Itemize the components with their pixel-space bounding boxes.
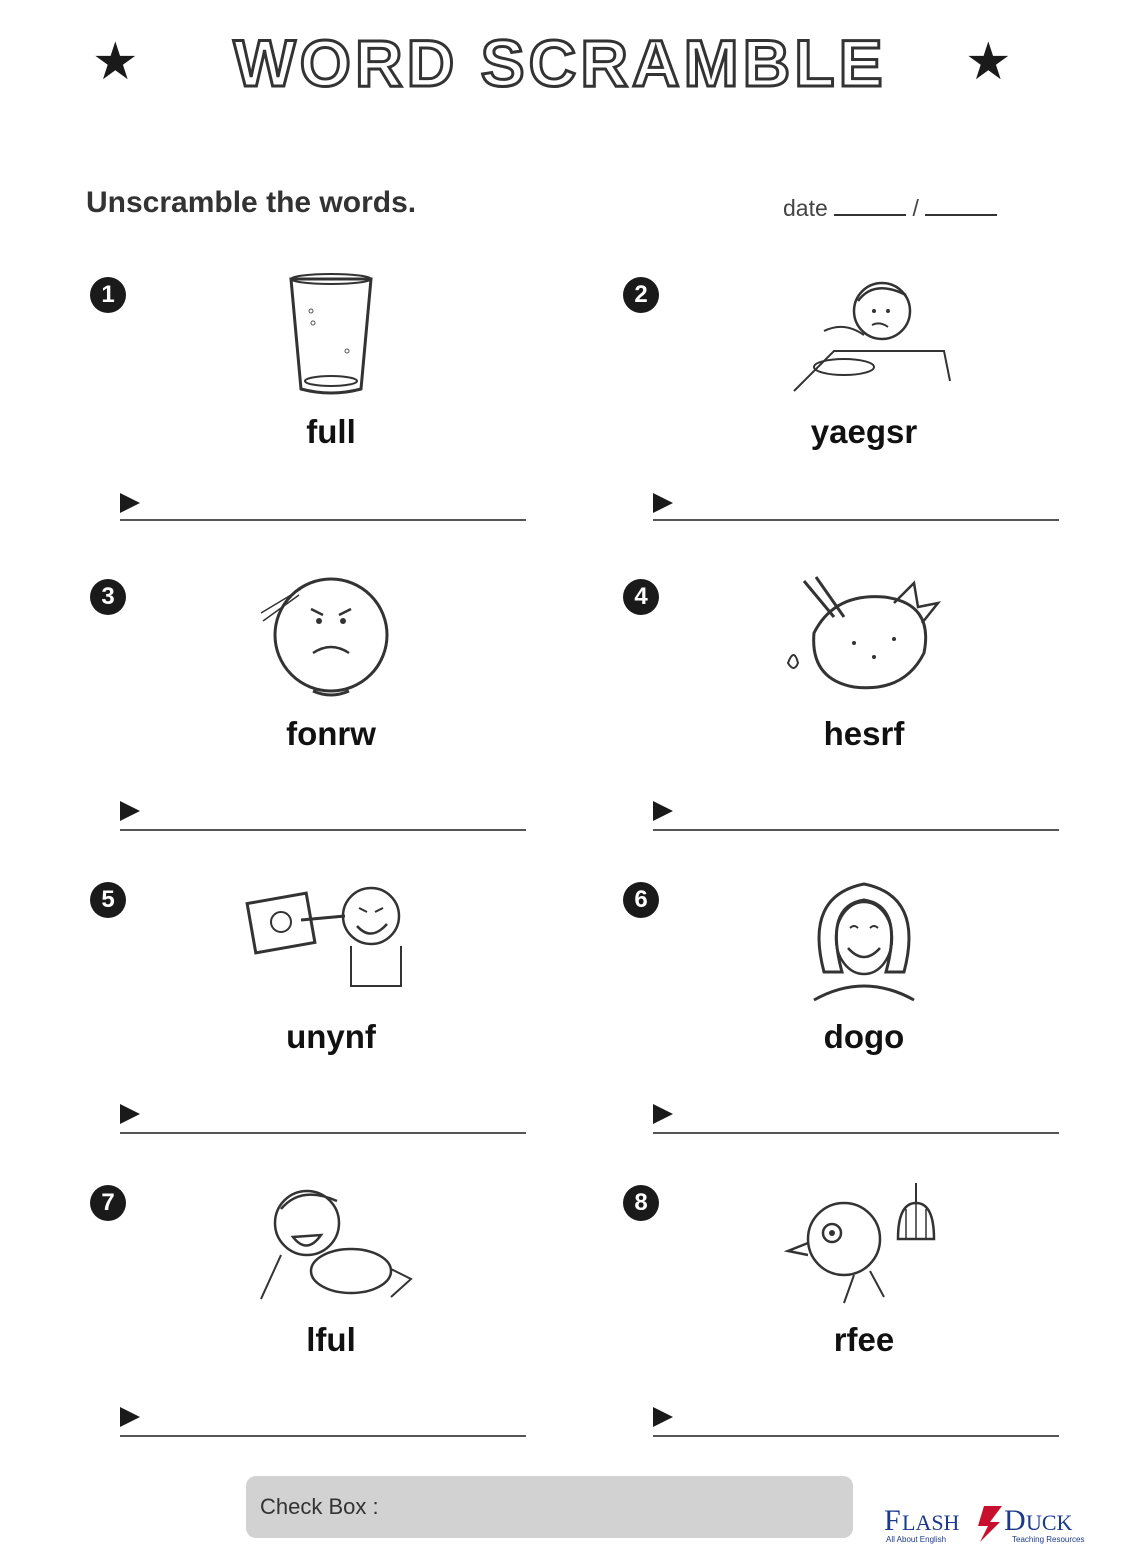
- answer-line[interactable]: [120, 1132, 526, 1134]
- scrambled-word: fonrw: [286, 715, 376, 752]
- arrow-icon: [120, 801, 140, 821]
- boy-laughing-at-picture-illustration: [241, 876, 421, 1006]
- arrow-icon: [653, 493, 673, 513]
- scrambled-word: lful: [306, 1321, 356, 1358]
- item-number: 2: [623, 277, 659, 313]
- answer-line[interactable]: [653, 1435, 1059, 1437]
- exercise-item: [623, 275, 1043, 535]
- svg-text:LASH: LASH: [902, 1510, 960, 1535]
- svg-text:WORD SCRAMBLE: WORD SCRAMBLE: [233, 28, 887, 98]
- flash-duck-logo: [884, 1500, 1114, 1546]
- star-icon-left: ★: [92, 33, 139, 91]
- scrambled-word: full: [306, 413, 356, 450]
- answer-line[interactable]: [653, 1132, 1059, 1134]
- boy-eating-messily-illustration: [774, 271, 954, 401]
- svg-text:Teaching Resources: Teaching Resources: [1012, 1535, 1085, 1544]
- exercise-item: [623, 1183, 1043, 1443]
- exercise-item: [90, 1183, 510, 1443]
- star-icon-right: ★: [965, 33, 1012, 91]
- item-number: 1: [90, 277, 126, 313]
- arrow-icon: [120, 1407, 140, 1427]
- date-day-line[interactable]: [925, 200, 997, 216]
- scrambled-word: rfee: [833, 1321, 895, 1358]
- svg-text:UCK: UCK: [1026, 1510, 1073, 1535]
- instructions: Unscramble the words.: [86, 186, 417, 219]
- arrow-icon: [653, 1104, 673, 1124]
- exercise-item: [623, 880, 1043, 1140]
- item-number: 8: [623, 1185, 659, 1221]
- exercise-item: [623, 577, 1043, 837]
- bird-free-from-cage-illustration: [774, 1179, 954, 1309]
- svg-text:F: F: [884, 1504, 901, 1537]
- date-month-line[interactable]: [834, 200, 906, 216]
- item-number: 7: [90, 1185, 126, 1221]
- scrambled-word: yaegsr: [810, 413, 918, 450]
- frowning-face-illustration: [241, 573, 421, 703]
- date-separator: /: [912, 195, 919, 221]
- arrow-icon: [653, 801, 673, 821]
- item-number: 4: [623, 579, 659, 615]
- juicy-strawberry-illustration: [774, 573, 954, 703]
- answer-line[interactable]: [120, 519, 526, 521]
- smiling-girl-illustration: [774, 876, 954, 1006]
- arrow-icon: [120, 1104, 140, 1124]
- exercise-item: [90, 577, 510, 837]
- exercise-item: [90, 275, 510, 535]
- scrambled-word: dogo: [823, 1018, 905, 1055]
- date-label: date: [783, 195, 828, 221]
- answer-line[interactable]: [120, 1435, 526, 1437]
- item-number: 3: [90, 579, 126, 615]
- svg-text:All About English: All About English: [886, 1535, 947, 1544]
- scrambled-word: unynf: [286, 1018, 376, 1055]
- answer-line[interactable]: [653, 519, 1059, 521]
- svg-text:D: D: [1004, 1504, 1026, 1537]
- answer-line[interactable]: [120, 829, 526, 831]
- answer-line[interactable]: [653, 829, 1059, 831]
- item-number: 6: [623, 882, 659, 918]
- item-number: 5: [90, 882, 126, 918]
- page-title: [160, 28, 960, 98]
- arrow-icon: [120, 493, 140, 513]
- empty-glass-illustration: [241, 271, 421, 401]
- child-holding-full-belly-illustration: [241, 1179, 421, 1309]
- arrow-icon: [653, 1407, 673, 1427]
- check-box[interactable]: [246, 1476, 853, 1538]
- title-row: [0, 22, 1122, 102]
- date-field: [783, 195, 997, 222]
- scrambled-word: hesrf: [823, 715, 905, 752]
- exercise-item: [90, 880, 510, 1140]
- check-box-label: Check Box :: [260, 1494, 379, 1519]
